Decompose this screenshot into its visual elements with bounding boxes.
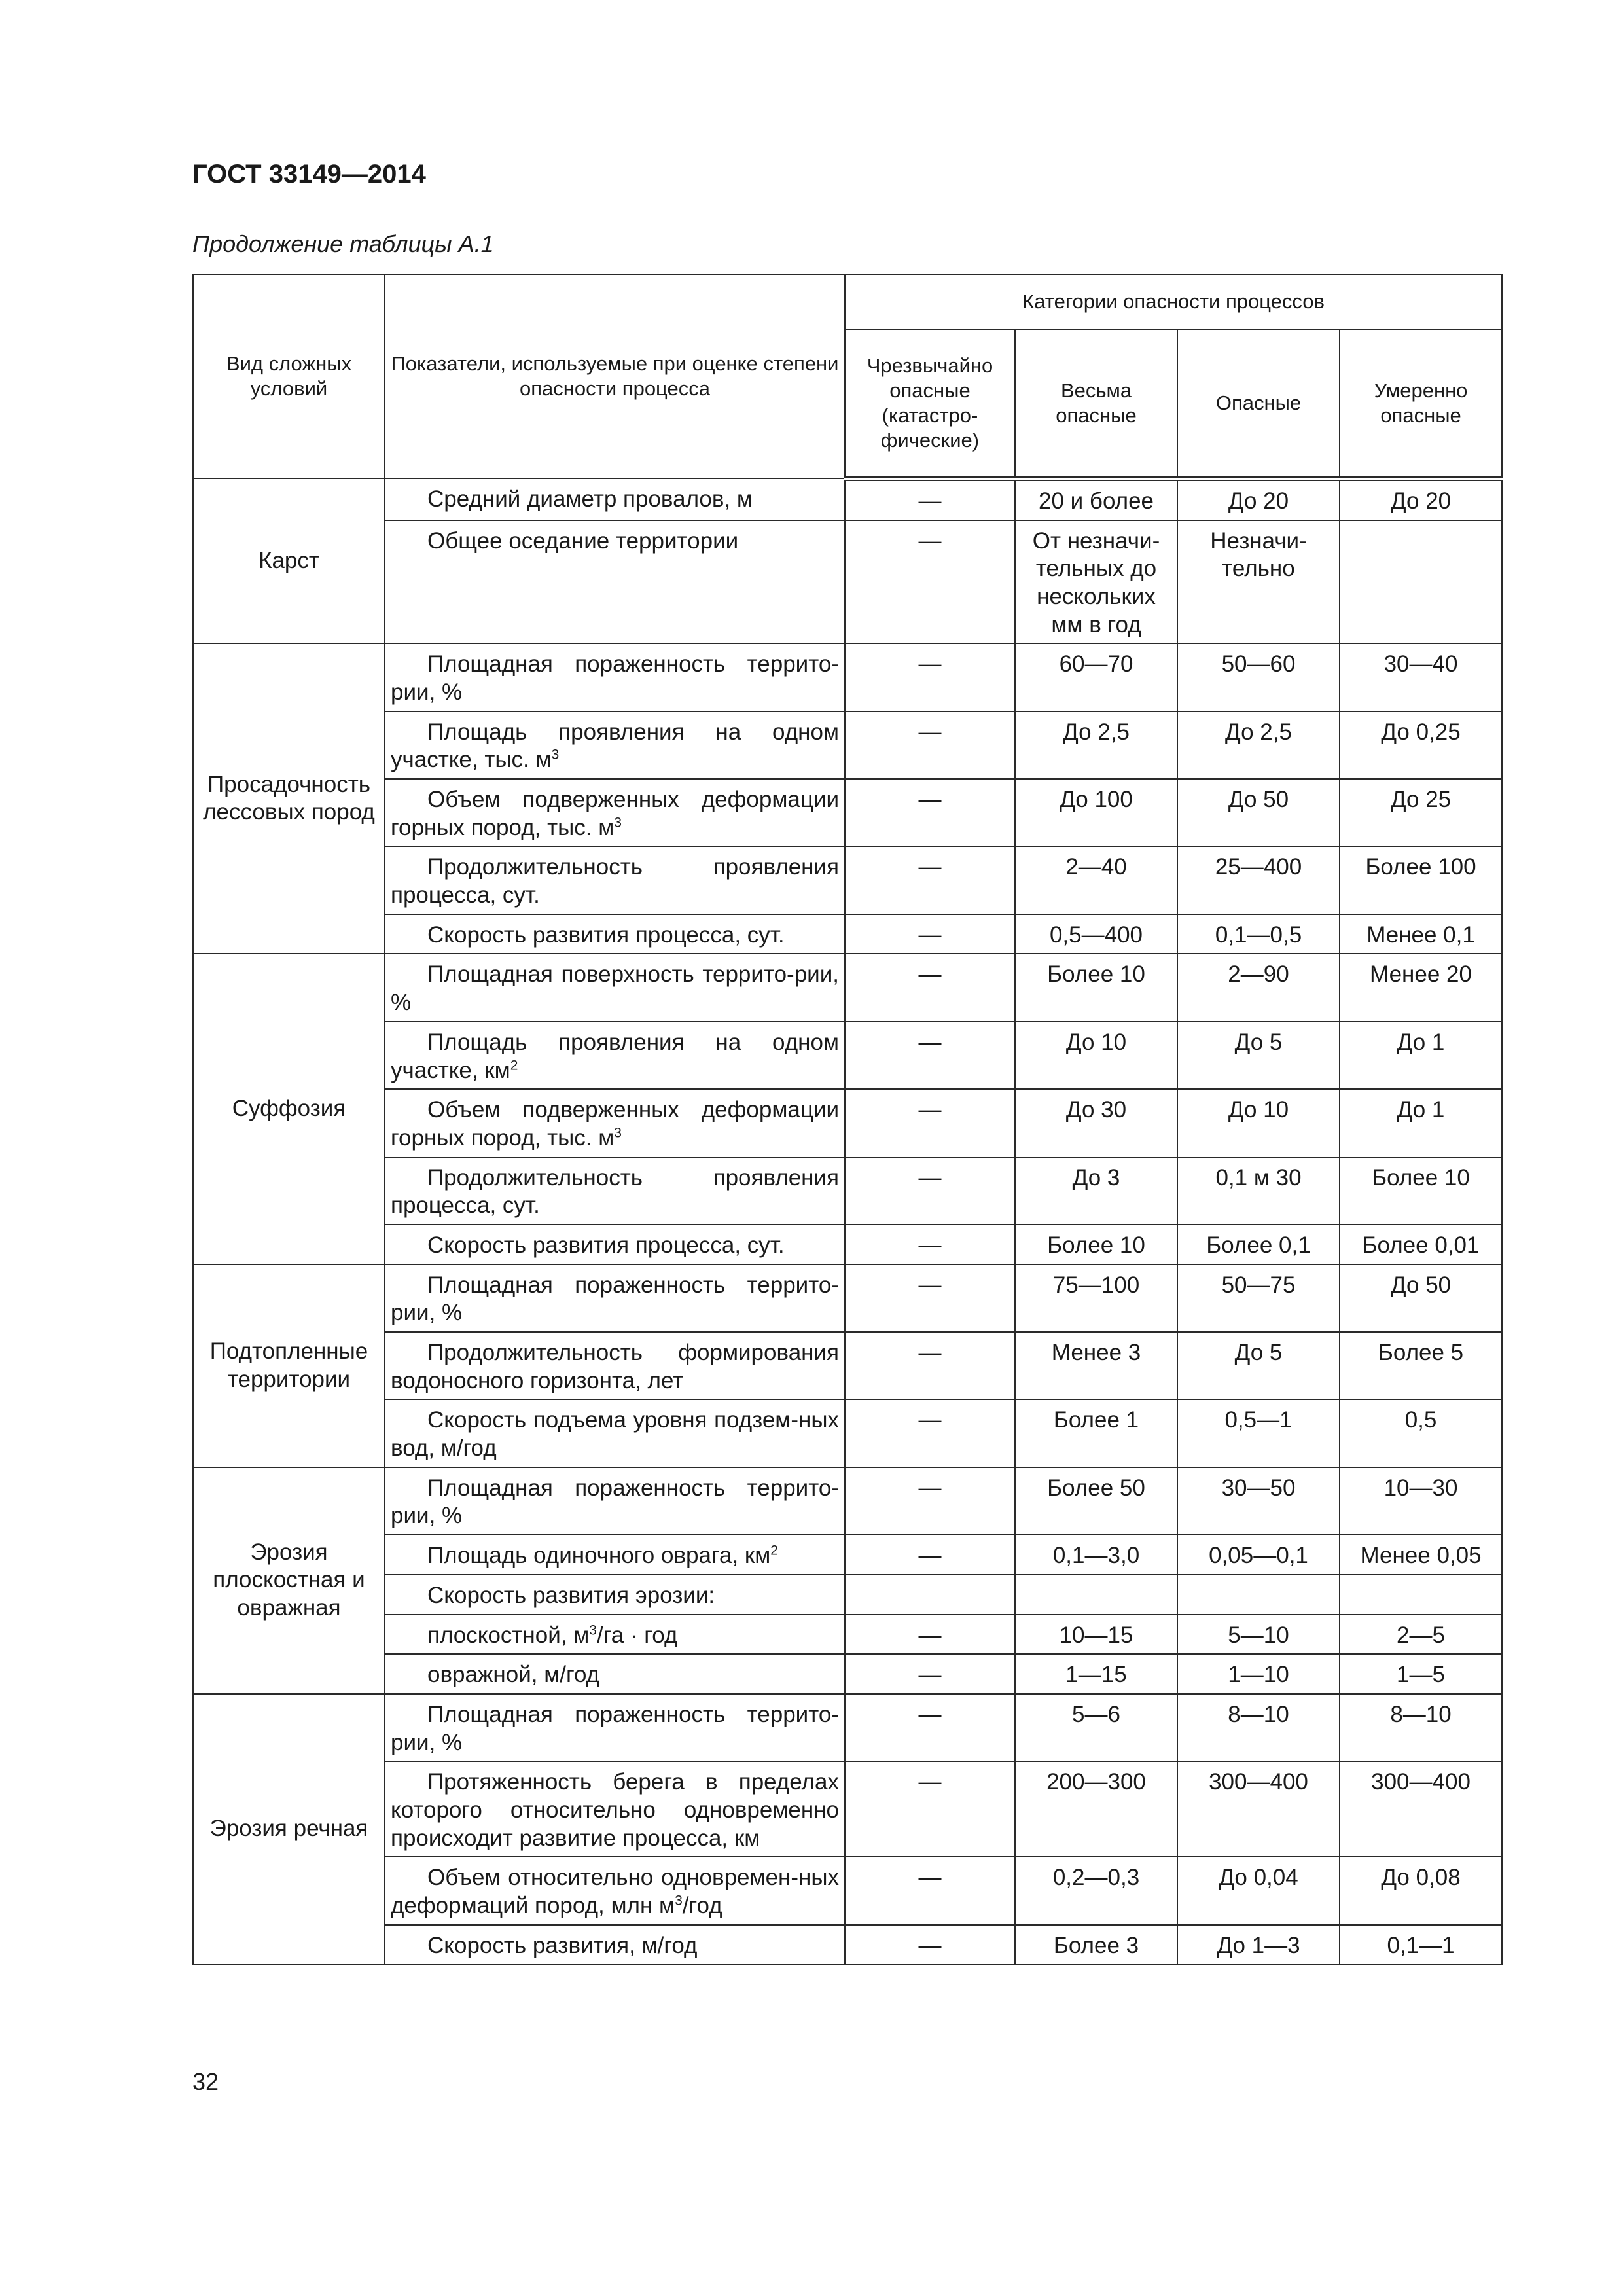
- value-very: 0,5—400: [1015, 914, 1177, 954]
- indicator-cell: [385, 1157, 845, 1225]
- unit-exponent: 2: [510, 1057, 518, 1073]
- table-row: [193, 779, 1502, 846]
- condition-cell: Эрозия речная: [193, 1694, 385, 1965]
- indicator-text: Площадная пораженность террито-рии, %: [391, 1475, 839, 1529]
- indicator-cell: [385, 711, 845, 779]
- indicator-text: Скорость подъема уровня подзем-ных вод, м/год: [391, 1407, 839, 1462]
- value-extreme: —: [845, 1399, 1015, 1467]
- indicator-text: Общее оседание территории: [427, 528, 739, 554]
- value-extreme: —: [845, 846, 1015, 914]
- value-danger: 0,05—0,1: [1177, 1535, 1340, 1575]
- table-row: [193, 1089, 1502, 1157]
- value-danger: [1177, 1575, 1340, 1615]
- indicator-cell: [385, 1265, 845, 1332]
- header-indicator: Показатели, используемые при оценке степени опасности процесса: [385, 274, 845, 478]
- indicator-unit-tail: /год: [682, 1893, 722, 1918]
- indicator-unit-tail: /га · год: [596, 1622, 678, 1648]
- indicator-text: Продолжительность проявления процесса, сут.: [391, 854, 839, 908]
- value-moderate: До 50: [1340, 1265, 1502, 1332]
- header-cat-extreme: Чрезвычайно опасные (катастро-фические): [845, 329, 1015, 479]
- indicator-text: плоскостной, м: [427, 1622, 590, 1648]
- value-moderate: 0,5: [1340, 1399, 1502, 1467]
- table-row: [193, 1332, 1502, 1399]
- value-very: Более 1: [1015, 1399, 1177, 1467]
- value-very: 0,1—3,0: [1015, 1535, 1177, 1575]
- value-extreme: —: [845, 711, 1015, 779]
- value-moderate: 0,1—1: [1340, 1925, 1502, 1965]
- value-danger: До 20: [1177, 478, 1340, 520]
- table-row: [193, 1399, 1502, 1467]
- unit-exponent: 3: [551, 747, 560, 762]
- value-moderate: До 1: [1340, 1089, 1502, 1157]
- unit-exponent: 3: [614, 815, 622, 831]
- value-danger: До 5: [1177, 1332, 1340, 1399]
- indicator-text: Скорость развития эрозии:: [427, 1582, 715, 1608]
- value-extreme: —: [845, 1265, 1015, 1332]
- value-very: До 3: [1015, 1157, 1177, 1225]
- value-extreme: —: [845, 914, 1015, 954]
- value-danger: 50—60: [1177, 643, 1340, 711]
- table-row: [193, 1467, 1502, 1535]
- indicator-text: Площадь проявления на одном участке, тыс. м: [391, 719, 839, 773]
- indicator-cell: [385, 954, 845, 1021]
- table-row: [193, 1157, 1502, 1225]
- value-very: [1015, 1575, 1177, 1615]
- value-danger: 0,1 м 30: [1177, 1157, 1340, 1225]
- document-header: ГОСТ 33149—2014: [192, 160, 426, 188]
- indicator-cell: [385, 1467, 845, 1535]
- value-moderate: До 1: [1340, 1022, 1502, 1089]
- value-moderate: 10—30: [1340, 1467, 1502, 1535]
- value-very: 0,2—0,3: [1015, 1857, 1177, 1924]
- indicator-text: Протяженность берега в пределах которого относительно одновременно происходит развитие процесса, км: [391, 1769, 839, 1851]
- value-moderate: До 25: [1340, 779, 1502, 846]
- value-extreme: —: [845, 1615, 1015, 1655]
- value-danger: До 5: [1177, 1022, 1340, 1089]
- value-very: До 100: [1015, 779, 1177, 846]
- value-moderate: 300—400: [1340, 1761, 1502, 1857]
- value-danger: До 1—3: [1177, 1925, 1340, 1965]
- hazard-categories-table: [192, 274, 1503, 1965]
- value-very: 5—6: [1015, 1694, 1177, 1761]
- table-row: [193, 1225, 1502, 1265]
- table-body: [193, 478, 1502, 1964]
- header-cat-moderate: Умеренно опасные: [1340, 329, 1502, 479]
- indicator-cell: [385, 1399, 845, 1467]
- indicator-cell: [385, 1654, 845, 1694]
- value-extreme: [845, 1575, 1015, 1615]
- indicator-text: Скорость развития процесса, сут.: [427, 922, 785, 948]
- table-row: [193, 1022, 1502, 1089]
- value-extreme: —: [845, 1761, 1015, 1857]
- value-very: Более 3: [1015, 1925, 1177, 1965]
- value-extreme: —: [845, 1225, 1015, 1265]
- indicator-text: Площадная поверхность террито-рии, %: [391, 961, 839, 1016]
- indicator-cell: [385, 1022, 845, 1089]
- value-extreme: —: [845, 1022, 1015, 1089]
- value-extreme: —: [845, 1535, 1015, 1575]
- table-row: [193, 711, 1502, 779]
- value-extreme: —: [845, 1332, 1015, 1399]
- condition-cell: Подтопленные территории: [193, 1265, 385, 1467]
- indicator-cell: [385, 1761, 845, 1857]
- table-caption: Продолжение таблицы А.1: [192, 230, 494, 257]
- value-extreme: —: [845, 478, 1015, 520]
- indicator-text: овражной, м/год: [427, 1662, 600, 1688]
- indicator-cell: [385, 1694, 845, 1761]
- indicator-text: Площадная пораженность террито-рии, %: [391, 651, 839, 705]
- value-very: 1—15: [1015, 1654, 1177, 1694]
- value-danger: 0,5—1: [1177, 1399, 1340, 1467]
- indicator-cell: [385, 1225, 845, 1265]
- value-moderate: Менее 0,1: [1340, 914, 1502, 954]
- indicator-cell: [385, 1615, 845, 1655]
- table-row: [193, 954, 1502, 1021]
- value-danger: 0,1—0,5: [1177, 914, 1340, 954]
- condition-cell: Эрозия плоскостная и овражная: [193, 1467, 385, 1694]
- condition-cell: Карст: [193, 478, 385, 643]
- value-extreme: —: [845, 1467, 1015, 1535]
- value-very: До 2,5: [1015, 711, 1177, 779]
- header-condition: Вид сложных условий: [193, 274, 385, 478]
- value-very: Более 10: [1015, 954, 1177, 1021]
- value-danger: 8—10: [1177, 1694, 1340, 1761]
- value-danger: 300—400: [1177, 1761, 1340, 1857]
- value-extreme: —: [845, 1694, 1015, 1761]
- indicator-cell: [385, 1535, 845, 1575]
- value-moderate: Более 5: [1340, 1332, 1502, 1399]
- value-extreme: —: [845, 954, 1015, 1021]
- indicator-text: Объем относительно одновремен-ных деформаций пород, млн м: [391, 1865, 839, 1918]
- unit-exponent: 2: [770, 1543, 778, 1558]
- value-danger: 25—400: [1177, 846, 1340, 914]
- table-row: [193, 914, 1502, 954]
- indicator-cell: [385, 846, 845, 914]
- table-row: [193, 1535, 1502, 1575]
- indicator-cell: [385, 779, 845, 846]
- table-row: [193, 1857, 1502, 1924]
- indicator-text: Площадь проявления на одном участке, км: [391, 1029, 839, 1083]
- value-very: Более 50: [1015, 1467, 1177, 1535]
- indicator-cell: [385, 1332, 845, 1399]
- value-danger: До 10: [1177, 1089, 1340, 1157]
- value-very: 2—40: [1015, 846, 1177, 914]
- value-danger: До 50: [1177, 779, 1340, 846]
- condition-cell: Просадочность лессовых пород: [193, 643, 385, 954]
- value-danger: 50—75: [1177, 1265, 1340, 1332]
- value-moderate: 2—5: [1340, 1615, 1502, 1655]
- indicator-cell: [385, 1857, 845, 1924]
- value-danger: 5—10: [1177, 1615, 1340, 1655]
- indicator-text: Скорость развития, м/год: [427, 1932, 698, 1958]
- value-very: 200—300: [1015, 1761, 1177, 1857]
- value-very: 10—15: [1015, 1615, 1177, 1655]
- value-moderate: 1—5: [1340, 1654, 1502, 1694]
- indicator-text: Площадная пораженность террито-рии, %: [391, 1701, 839, 1755]
- value-moderate: 30—40: [1340, 643, 1502, 711]
- table-row: [193, 1654, 1502, 1694]
- value-extreme: —: [845, 1157, 1015, 1225]
- indicator-text: Продолжительность формирования водоносного горизонта, лет: [391, 1340, 839, 1393]
- table-row: [193, 1925, 1502, 1965]
- unit-exponent: 3: [675, 1893, 683, 1909]
- table-row: [193, 643, 1502, 711]
- value-moderate: [1340, 520, 1502, 644]
- value-extreme: —: [845, 1857, 1015, 1924]
- value-moderate: Более 0,01: [1340, 1225, 1502, 1265]
- value-moderate: [1340, 1575, 1502, 1615]
- value-extreme: —: [845, 1925, 1015, 1965]
- value-moderate: Более 100: [1340, 846, 1502, 914]
- value-very: До 30: [1015, 1089, 1177, 1157]
- header-cat-very: Весьма опасные: [1015, 329, 1177, 479]
- value-extreme: —: [845, 643, 1015, 711]
- indicator-cell: [385, 520, 845, 644]
- header-categories: Категории опасности процессов: [845, 274, 1502, 329]
- header-cat-danger: Опасные: [1177, 329, 1340, 479]
- indicator-cell: [385, 1925, 845, 1965]
- indicator-cell: [385, 1089, 845, 1157]
- table-row: [193, 1575, 1502, 1615]
- value-very: До 10: [1015, 1022, 1177, 1089]
- value-very: 20 и более: [1015, 478, 1177, 520]
- table-row: [193, 1761, 1502, 1857]
- value-moderate: Менее 0,05: [1340, 1535, 1502, 1575]
- value-extreme: —: [845, 779, 1015, 846]
- page-number: 32: [192, 2068, 219, 2095]
- value-extreme: —: [845, 1654, 1015, 1694]
- indicator-text: Скорость развития процесса, сут.: [427, 1232, 785, 1258]
- indicator-text: Объем подверженных деформации горных пород, тыс. м: [391, 1097, 839, 1151]
- value-very: 75—100: [1015, 1265, 1177, 1332]
- table-row: [193, 1694, 1502, 1761]
- value-danger: Незначи-тельно: [1177, 520, 1340, 644]
- indicator-text: Средний диаметр провалов, м: [427, 486, 753, 512]
- value-moderate: До 20: [1340, 478, 1502, 520]
- value-moderate: Менее 20: [1340, 954, 1502, 1021]
- value-danger: 30—50: [1177, 1467, 1340, 1535]
- indicator-cell: [385, 914, 845, 954]
- indicator-text: Продолжительность проявления процесса, сут.: [391, 1164, 839, 1219]
- value-danger: 2—90: [1177, 954, 1340, 1021]
- value-danger: 1—10: [1177, 1654, 1340, 1694]
- value-very: 60—70: [1015, 643, 1177, 711]
- table-row: [193, 1265, 1502, 1332]
- value-very: От незначи-тельных до нескольких мм в год: [1015, 520, 1177, 644]
- value-danger: До 2,5: [1177, 711, 1340, 779]
- table-row: [193, 478, 1502, 520]
- unit-exponent: 3: [589, 1622, 597, 1638]
- table-row: [193, 846, 1502, 914]
- table-row: [193, 1615, 1502, 1655]
- table-row: [193, 520, 1502, 644]
- condition-cell: Суффозия: [193, 954, 385, 1264]
- indicator-text: Площадь одиночного оврага, км: [427, 1543, 771, 1569]
- value-extreme: —: [845, 520, 1015, 644]
- value-moderate: До 0,25: [1340, 711, 1502, 779]
- unit-exponent: 3: [614, 1125, 622, 1141]
- indicator-cell: [385, 1575, 845, 1615]
- value-moderate: Более 10: [1340, 1157, 1502, 1225]
- value-moderate: 8—10: [1340, 1694, 1502, 1761]
- value-danger: До 0,04: [1177, 1857, 1340, 1924]
- value-moderate: До 0,08: [1340, 1857, 1502, 1924]
- value-very: Менее 3: [1015, 1332, 1177, 1399]
- indicator-text: Объем подверженных деформации горных пород, тыс. м: [391, 787, 839, 840]
- indicator-cell: [385, 643, 845, 711]
- value-extreme: —: [845, 1089, 1015, 1157]
- value-danger: Более 0,1: [1177, 1225, 1340, 1265]
- value-very: Более 10: [1015, 1225, 1177, 1265]
- indicator-text: Площадная пораженность террито-рии, %: [391, 1272, 839, 1326]
- indicator-cell: [385, 478, 845, 520]
